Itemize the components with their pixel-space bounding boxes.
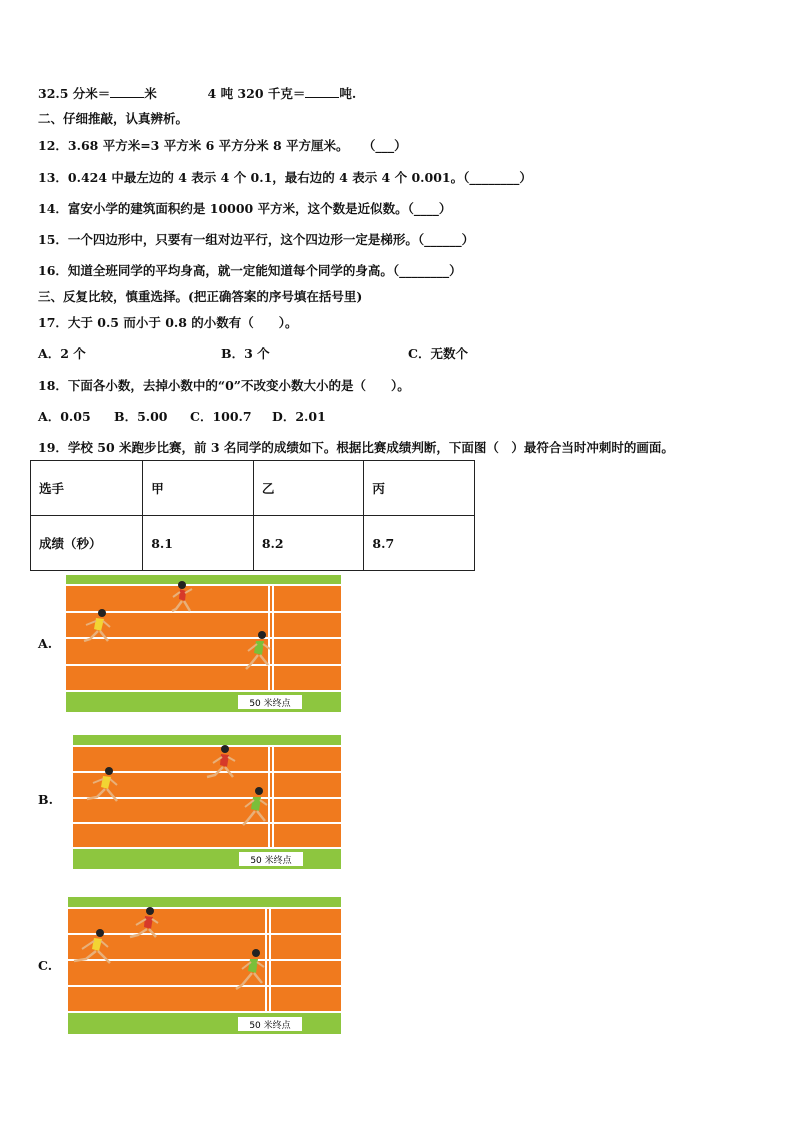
question-14: 14．富安小学的建筑面积约是 10000 平方米，这个数是近似数。（____）: [38, 201, 452, 216]
table-cell: 8.2: [253, 516, 364, 571]
conversion-1-text: 32.5 分米＝: [38, 86, 111, 101]
q17-option-a[interactable]: A．2 个: [38, 346, 86, 361]
table-header-cell: 甲: [143, 461, 254, 516]
figure-b-track[interactable]: [73, 735, 341, 869]
question-17: 17．大于 0.5 而小于 0.8 的小数有（ ）。: [38, 315, 298, 330]
section-2-heading: 二、仔细推敲，认真辨析。: [38, 111, 189, 126]
figure-c-track[interactable]: [68, 897, 341, 1034]
answer-blank-1[interactable]: [110, 85, 144, 98]
table-row: [31, 461, 475, 516]
q17-option-b[interactable]: B．3 个: [221, 346, 270, 361]
answer-blank-2[interactable]: [305, 85, 339, 98]
conversion-line: [38, 84, 356, 102]
figure-a-label[interactable]: A.: [38, 636, 53, 651]
figure-c-label[interactable]: C.: [38, 958, 53, 973]
table-cell: 成绩（秒）: [31, 516, 143, 571]
table-cell: 8.7: [364, 516, 475, 571]
q18-option-c[interactable]: C．100.7: [190, 409, 252, 424]
figure-a-track[interactable]: [66, 575, 341, 712]
figure-b-label[interactable]: B.: [38, 792, 53, 807]
question-12-text: 12．3.68 平方米=3 平方米 6 平方分米 8 平方厘米。: [38, 138, 349, 153]
table-header-cell: 乙: [253, 461, 364, 516]
q17-option-c[interactable]: C．无数个: [408, 346, 468, 361]
finish-line-label: 50 米终点: [250, 856, 292, 866]
conversion-2-text: 4 吨 320 千克＝: [207, 86, 306, 101]
section-3-heading: 三、反复比较，慎重选择。(把正确答案的序号填在括号里): [38, 289, 363, 304]
question-13: 13．0.424 中最左边的 4 表示 4 个 0.1，最右边的 4 表示 4 个 0.001。（________）: [38, 170, 532, 185]
conversion-2-unit: 吨.: [339, 86, 357, 101]
score-table: [30, 460, 475, 571]
table-row: [31, 516, 475, 571]
finish-line-label: 50 米终点: [249, 1021, 291, 1031]
conversion-1-unit: 米: [144, 86, 157, 101]
table-header-cell: 选手: [31, 461, 143, 516]
q18-option-d[interactable]: D．2.01: [272, 409, 326, 424]
question-18: 18．下面各小数，去掉小数中的“0”不改变小数大小的是（ ）。: [38, 378, 410, 393]
finish-line-label: 50 米终点: [249, 699, 291, 709]
question-12: [38, 136, 407, 154]
table-cell: 8.1: [143, 516, 254, 571]
question-12-answer-paren[interactable]: （___）: [362, 138, 407, 153]
q18-option-b[interactable]: B．5.00: [114, 409, 168, 424]
q18-option-a[interactable]: A．0.05: [38, 409, 91, 424]
question-16: 16．知道全班同学的平均身高，就一定能知道每个同学的身高。（________）: [38, 263, 462, 278]
question-19: 19．学校 50 米跑步比赛，前 3 名同学的成绩如下。根据比赛成绩判断，下面图（ ）最符合当时冲刺时的画面。: [38, 440, 674, 455]
question-15: 15．一个四边形中，只要有一组对边平行，这个四边形一定是梯形。（______）: [38, 232, 475, 247]
table-header-cell: 丙: [364, 461, 475, 516]
